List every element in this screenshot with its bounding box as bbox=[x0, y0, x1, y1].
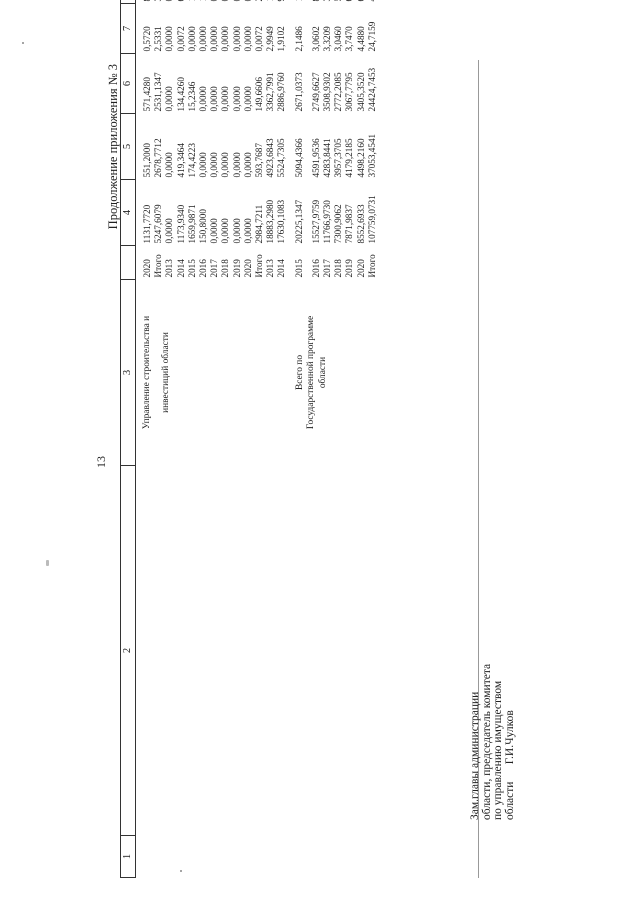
column-number: 6 bbox=[121, 54, 136, 114]
cell-col1 bbox=[220, 836, 231, 878]
value-cell: 134,4260 bbox=[175, 77, 186, 112]
year-cell: Итого bbox=[153, 254, 164, 278]
column-number bbox=[121, 0, 136, 4]
organization-name: инвестиций области bbox=[161, 332, 172, 413]
value-cell: 2984,7211 bbox=[254, 204, 265, 244]
organization-cell bbox=[142, 280, 265, 466]
year-cell: 2017 bbox=[209, 259, 220, 278]
cell-col1 bbox=[187, 836, 198, 878]
rotated-sheet bbox=[90, 21, 510, 900]
continuation-title: Продолжение приложения № 3 bbox=[106, 64, 120, 230]
year-cell: 2014 bbox=[276, 259, 287, 278]
value-cell: 1173,9340 bbox=[175, 204, 186, 244]
year-cell: 2016 bbox=[198, 259, 209, 278]
value-cell: 0,0000 bbox=[209, 26, 220, 52]
value-cell: 0,0000 bbox=[164, 26, 175, 52]
program-total-label: Всего по bbox=[295, 354, 306, 391]
year-cell: 2019 bbox=[344, 259, 355, 278]
value-cell bbox=[254, 0, 265, 4]
program-total-label: области bbox=[317, 356, 328, 389]
value-cell: 2671,0373 bbox=[293, 72, 304, 112]
value-cell bbox=[153, 0, 164, 4]
cell-col2 bbox=[232, 466, 243, 836]
cell-col2 bbox=[265, 466, 276, 836]
cell-col2 bbox=[220, 466, 231, 836]
value-cell: 17630,1083 bbox=[276, 199, 287, 244]
program-total-cell bbox=[265, 280, 378, 466]
page-number: 13 bbox=[94, 456, 108, 468]
value-cell: 551,2000 bbox=[142, 143, 152, 178]
value-cell: 2,5331 bbox=[153, 26, 164, 52]
value-cell bbox=[294, 0, 305, 4]
value-cell: 3405,3520 bbox=[355, 72, 366, 112]
value-cell: 0,0000 bbox=[242, 86, 253, 112]
value-cell: 0,0000 bbox=[198, 26, 209, 52]
value-cell: 0,0000 bbox=[220, 218, 231, 244]
value-cell: 0,0072 bbox=[175, 26, 186, 52]
value-cell: 0,0000 bbox=[231, 26, 242, 52]
value-cell: 0,0072 bbox=[254, 26, 265, 52]
column-number: 2 bbox=[121, 466, 136, 836]
cell-col2 bbox=[176, 466, 187, 836]
column-number: 1 bbox=[121, 836, 136, 878]
value-cell: 24424,7453 bbox=[366, 67, 377, 112]
year-cell: 2015 bbox=[293, 259, 304, 278]
value-cell bbox=[232, 0, 243, 4]
value-cell: 3362,7991 bbox=[265, 72, 276, 112]
cell-col1 bbox=[254, 836, 265, 878]
value-cell: 7300,9062 bbox=[333, 204, 344, 244]
value-cell: 5094,4366 bbox=[293, 138, 304, 178]
value-cell: 2,9949 bbox=[265, 26, 276, 52]
value-cell: 0,5720 bbox=[142, 26, 152, 52]
value-cell bbox=[322, 0, 333, 4]
year-cell: 2016 bbox=[310, 259, 321, 278]
year-cell: Итого bbox=[254, 254, 265, 278]
program-total-section bbox=[265, 0, 378, 878]
value-cell bbox=[187, 0, 198, 4]
value-cell: 0,0000 bbox=[231, 152, 242, 178]
cell-col1 bbox=[243, 836, 254, 878]
cell-col2 bbox=[322, 466, 333, 836]
value-cell: 1,9102 bbox=[276, 26, 287, 52]
program-total-label: Государственной программе bbox=[306, 315, 317, 430]
value-cell: 0,0000 bbox=[242, 26, 253, 52]
year-cell: 2015 bbox=[186, 259, 197, 278]
value-cell: 149,6606 bbox=[254, 77, 265, 112]
cell-col2 bbox=[164, 466, 175, 836]
value-cell: 107759,0731 bbox=[366, 195, 377, 244]
signature-line: Зам.главы администрации bbox=[469, 691, 481, 820]
value-cell: 593,7687 bbox=[254, 143, 265, 178]
value-cell bbox=[164, 0, 175, 4]
value-cell: 1659,9871 bbox=[186, 204, 197, 244]
value-cell: 4,4880 bbox=[355, 26, 366, 52]
value-cell: 15,2346 bbox=[186, 81, 197, 112]
signatory-name: Г.И.Чулков bbox=[503, 710, 516, 765]
column-number: 4 bbox=[121, 180, 136, 246]
year-cell: 2013 bbox=[265, 259, 276, 278]
year-cell: 2020 bbox=[355, 259, 366, 278]
cell-col2 bbox=[294, 466, 305, 836]
cell-col2 bbox=[142, 466, 153, 836]
value-cell bbox=[142, 0, 153, 4]
cell-col2 bbox=[243, 466, 254, 836]
value-cell: 4591,9536 bbox=[310, 138, 321, 178]
value-cell: 174,4223 bbox=[186, 143, 197, 178]
value-cell: 3,0460 bbox=[333, 26, 344, 52]
cell-col1 bbox=[232, 836, 243, 878]
cell-col1 bbox=[311, 836, 322, 878]
value-cell: 150,8000 bbox=[198, 209, 209, 244]
value-cell: 2886,9760 bbox=[276, 72, 287, 112]
value-cell: 5524,7305 bbox=[276, 138, 287, 178]
value-cell: 20225,1347 bbox=[293, 199, 304, 244]
value-cell: 2678,7712 bbox=[153, 138, 164, 178]
signature-region: области bbox=[503, 781, 516, 820]
cell-col1 bbox=[198, 836, 209, 878]
table-row bbox=[265, 0, 276, 878]
value-cell: 0,0000 bbox=[164, 152, 175, 178]
value-cell: 0,0000 bbox=[231, 218, 242, 244]
value-cell: 0,0000 bbox=[209, 86, 220, 112]
column-number: 7 bbox=[121, 4, 136, 54]
cell-col1 bbox=[142, 836, 153, 878]
scan-speck bbox=[22, 42, 24, 44]
value-cell: 0,0000 bbox=[220, 26, 231, 52]
column-number bbox=[121, 246, 136, 280]
cell-col1 bbox=[333, 836, 344, 878]
cell-col1 bbox=[164, 836, 175, 878]
year-cell: 2020 bbox=[142, 259, 152, 278]
value-cell bbox=[176, 0, 187, 4]
value-cell bbox=[333, 0, 344, 4]
value-cell bbox=[356, 0, 367, 4]
year-cell: 2014 bbox=[175, 259, 186, 278]
cell-col2 bbox=[367, 466, 378, 836]
cell-col2 bbox=[344, 466, 355, 836]
year-cell: 2013 bbox=[164, 259, 175, 278]
value-cell: 4179,2185 bbox=[344, 138, 355, 178]
value-cell: 0,0000 bbox=[220, 86, 231, 112]
year-cell: 2018 bbox=[333, 259, 344, 278]
year-cell: 2017 bbox=[322, 259, 333, 278]
value-cell bbox=[209, 0, 220, 4]
cell-col2 bbox=[276, 466, 287, 836]
year-cell: 2020 bbox=[242, 259, 253, 278]
value-cell: 0,0000 bbox=[209, 152, 220, 178]
value-cell: 0,0000 bbox=[231, 86, 242, 112]
value-cell: 15527,9759 bbox=[310, 199, 321, 244]
year-cell: 2018 bbox=[220, 259, 231, 278]
value-cell: 7871,9837 bbox=[344, 204, 355, 244]
value-cell: 0,0000 bbox=[220, 152, 231, 178]
value-cell: 4283,8441 bbox=[322, 138, 333, 178]
value-cell bbox=[265, 0, 276, 4]
scan-speck bbox=[46, 560, 49, 566]
value-cell: 0,0000 bbox=[198, 86, 209, 112]
value-cell bbox=[344, 0, 355, 4]
column-number-row bbox=[121, 0, 136, 878]
cell-col2 bbox=[198, 466, 209, 836]
cell-col1 bbox=[344, 836, 355, 878]
value-cell: 5247,6079 bbox=[153, 204, 164, 244]
value-cell: 1131,7720 bbox=[142, 204, 152, 244]
cell-col2 bbox=[333, 466, 344, 836]
value-cell: 0,0000 bbox=[164, 86, 175, 112]
cell-col1 bbox=[209, 836, 220, 878]
signature-line: по управлению имуществом bbox=[492, 680, 504, 820]
value-cell: 8552,6933 bbox=[355, 204, 366, 244]
value-cell: 11766,9730 bbox=[322, 200, 333, 244]
value-cell bbox=[220, 0, 231, 4]
value-cell: 37053,4541 bbox=[366, 133, 377, 178]
value-cell bbox=[243, 0, 254, 4]
value-cell: 0,0000 bbox=[164, 218, 175, 244]
value-cell: 4498,2160 bbox=[355, 138, 366, 178]
value-cell: 2,1486 bbox=[293, 26, 304, 52]
value-cell: 24,7159 bbox=[366, 21, 377, 52]
value-cell: 4923,6843 bbox=[265, 138, 276, 178]
value-cell: 2749,6627 bbox=[310, 72, 321, 112]
value-cell: 3,7470 bbox=[344, 26, 355, 52]
value-cell: 0,0000 bbox=[186, 26, 197, 52]
signature-line: области, председатель комитета bbox=[480, 663, 493, 820]
signature-line bbox=[505, 500, 517, 820]
cell-col1 bbox=[322, 836, 333, 878]
cell-col2 bbox=[187, 466, 198, 836]
value-cell: 3067,7795 bbox=[344, 72, 355, 112]
column-number: 3 bbox=[121, 280, 136, 466]
construction-section bbox=[142, 0, 265, 878]
table-row bbox=[142, 0, 153, 878]
cell-col1 bbox=[356, 836, 367, 878]
value-cell: 18883,2980 bbox=[265, 199, 276, 244]
value-cell: 0,0000 bbox=[209, 218, 220, 244]
value-cell: 2531,1347 bbox=[153, 72, 164, 112]
value-cell bbox=[311, 0, 322, 4]
cell-col1 bbox=[153, 836, 164, 878]
value-cell: 0,0000 bbox=[242, 218, 253, 244]
value-cell: 2772,2085 bbox=[333, 72, 344, 112]
value-cell bbox=[198, 0, 209, 4]
value-cell: 3,3209 bbox=[322, 26, 333, 52]
year-cell: Итого bbox=[366, 254, 377, 278]
cell-col2 bbox=[254, 466, 265, 836]
value-cell: 0,0000 bbox=[242, 152, 253, 178]
value-cell: 419,3464 bbox=[175, 143, 186, 178]
value-cell: 0,0000 bbox=[198, 152, 209, 178]
value-cell: 571,4280 bbox=[142, 77, 152, 112]
column-number: 5 bbox=[121, 114, 136, 180]
budget-table bbox=[120, 0, 378, 878]
value-cell bbox=[367, 0, 378, 4]
cell-col1 bbox=[176, 836, 187, 878]
cell-col1 bbox=[294, 836, 305, 878]
value-cell: 3508,9302 bbox=[322, 72, 333, 112]
cell-col1 bbox=[367, 836, 378, 878]
cell-col1 bbox=[265, 836, 276, 878]
year-cell: 2019 bbox=[231, 259, 242, 278]
cell-col2 bbox=[153, 466, 164, 836]
value-cell: 3,0602 bbox=[310, 26, 321, 52]
value-cell bbox=[276, 0, 287, 4]
organization-name: Управление строительства и bbox=[142, 315, 152, 430]
cell-col2 bbox=[356, 466, 367, 836]
value-cell: 3957,3705 bbox=[333, 138, 344, 178]
cell-col2 bbox=[209, 466, 220, 836]
cell-col1 bbox=[276, 836, 287, 878]
cell-col2 bbox=[311, 466, 322, 836]
signature-block bbox=[470, 500, 516, 820]
